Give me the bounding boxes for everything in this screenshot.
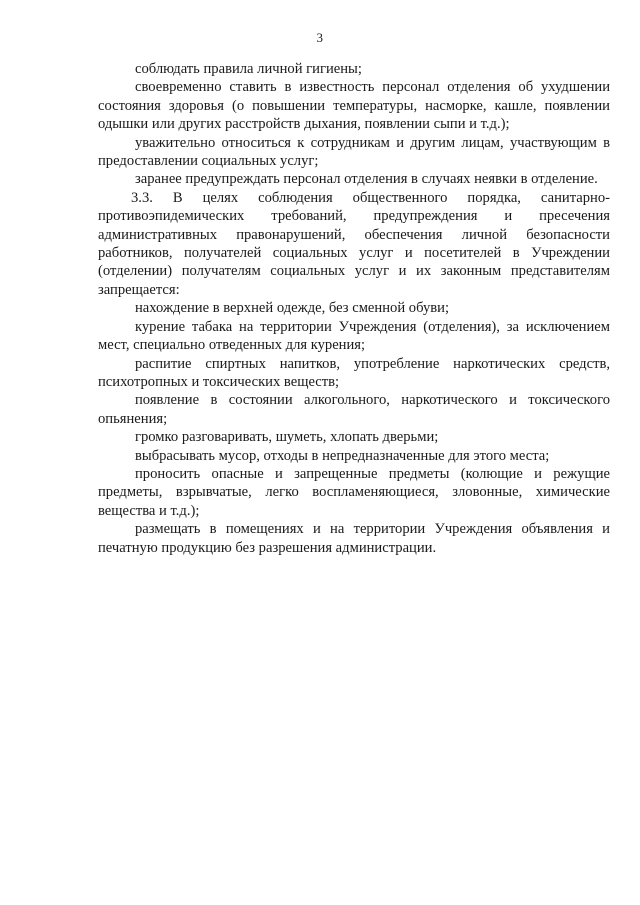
paragraph-health-notice: своевременно ставить в известность персонал отделения об ухудшении состояния здоровья (о повышении температуры, насморке, кашле, появлении одышки или других расстройств дыхания, появлении сыпи и т.д.); xyxy=(98,79,610,133)
paragraph-respect-staff: уважительно относиться к сотрудникам и другим лицам, участвующим в предоставлении социальных услуг; xyxy=(98,134,610,170)
paragraph-noise: громко разговаривать, шуметь, хлопать дверьми; xyxy=(135,429,439,446)
paragraph-alcohol-drugs: распитие спиртных напитков, употребление наркотических средств, психотропных и токсических веществ; xyxy=(98,355,610,390)
paragraph-littering: выбрасывать мусор, отходы в непредназначенные для этого места; xyxy=(135,447,550,464)
paragraph-intoxication: появление в состоянии алкогольного, наркотического и токсического опьянения; xyxy=(98,392,610,427)
paragraph-advertising: размещать в помещениях и на территории Учреждения объявления и печатную продукцию без разрешения администрации. xyxy=(98,521,610,556)
document-body xyxy=(98,60,610,557)
paragraph-smoking: курение табака на территории Учреждения (отделения), за исключением мест, специально отведенных для курения; xyxy=(98,318,610,354)
page-number: 3 xyxy=(316,30,324,45)
paragraph-outerwear: нахождение в верхней одежде, без сменной обуви; xyxy=(135,300,449,317)
section-3-3: 3.3. В целях соблюдения общественного порядка, санитарно-противоэпидемических требований, предупреждения и пресечения административных правонарушений, обеспечения личной безопасности работников, получателей социальных услуг и посетителей в Учреждении (отделении) получателям социальных услуг и их законным представителям запрещается: xyxy=(98,189,610,298)
paragraph-dangerous-items: проносить опасные и запрещенные предметы (колющие и режущие предметы, взрывчатые, легко воспламеняющиеся, зловонные, химические вещества и т.д.); xyxy=(98,465,610,519)
paragraph-absence-notice: заранее предупреждать персонал отделения в случаях неявки в отделение. xyxy=(135,171,598,188)
paragraph-hygiene: соблюдать правила личной гигиены; xyxy=(135,61,362,77)
